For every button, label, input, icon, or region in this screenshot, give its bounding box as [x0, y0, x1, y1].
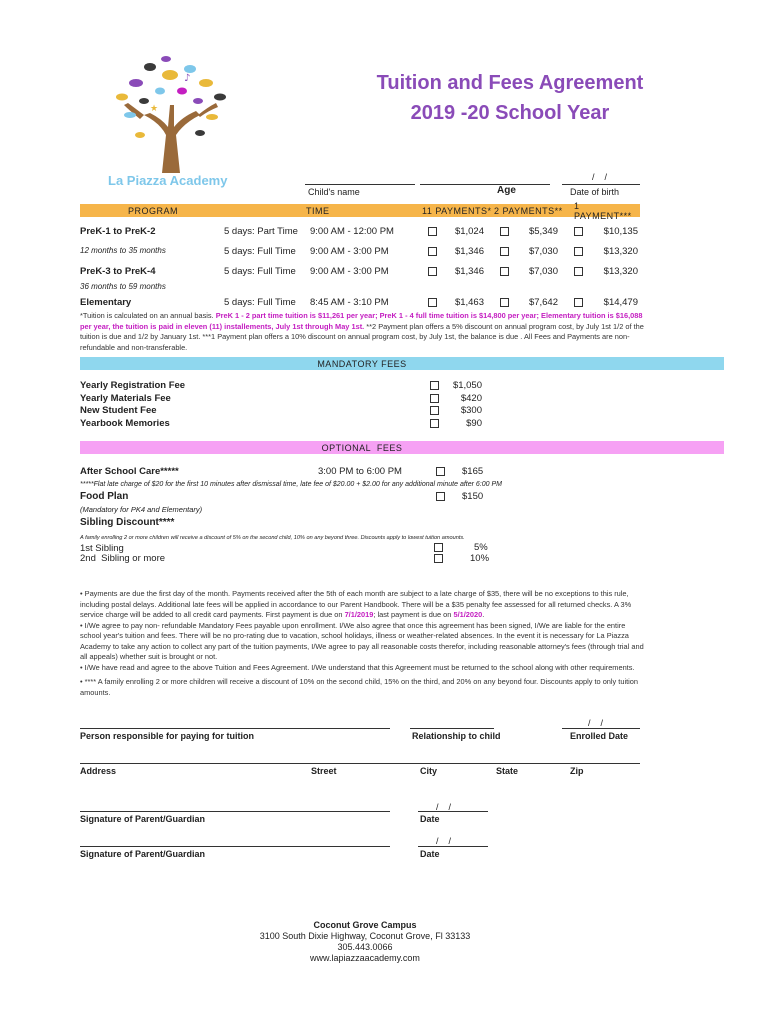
zip-label: Zip — [570, 766, 584, 776]
city-label: City — [420, 766, 438, 776]
logo — [100, 45, 240, 195]
food-plan-label: Food Plan — [80, 491, 129, 502]
fee-amount: $420 — [460, 393, 482, 404]
sibling-2-label: 2nd Sibling or more — [80, 553, 166, 564]
footer-website[interactable]: www.lapiazzaacademy.com — [310, 953, 420, 963]
program-days: 5 days: Part Time — [224, 226, 298, 237]
first-payment-date: 7/1/2019 — [344, 610, 374, 619]
terms-paragraph-4: • **** A family enrolling 2 or more children will receive a discount of 10% on the second child, 15% on the third, and 20% on any beyond four. Discounts apply to only tuition amounts. — [80, 677, 639, 697]
sibling-discount-label: Sibling Discount**** — [80, 517, 175, 528]
program-name: 12 months to 35 months — [80, 246, 166, 255]
food-plan-amount: $150 — [462, 491, 484, 502]
relationship-line[interactable] — [410, 728, 494, 729]
fee-label: Yearbook Memories — [80, 418, 170, 429]
responsible-label: Person responsible for paying for tuition — [80, 731, 255, 741]
checkbox-2-payments[interactable] — [500, 227, 509, 236]
childs-name-label: Child's name — [308, 187, 360, 197]
tree-logo-icon — [100, 45, 240, 175]
program-header-bar — [80, 200, 640, 221]
after-school-checkbox[interactable] — [436, 467, 445, 476]
optional-fees-header: OPTIONAL FEES — [321, 442, 403, 453]
program-days: 5 days: Full Time — [224, 297, 296, 308]
food-plan-note: (Mandatory for PK4 and Elementary) — [80, 505, 203, 514]
street-label: Street — [311, 766, 337, 776]
price-1: $10,135 — [603, 226, 638, 237]
footer — [200, 920, 530, 964]
sibling-1-label: 1st Sibling — [80, 543, 124, 554]
state-label: State — [496, 766, 519, 776]
dob-label: Date of birth — [570, 187, 620, 197]
header-2-payments: 2 PAYMENTS** — [494, 205, 563, 216]
price-11: $1,346 — [454, 266, 484, 277]
tuition-note — [80, 311, 646, 353]
responsible-line[interactable] — [80, 728, 390, 729]
relationship-label: Relationship to child — [412, 731, 501, 741]
price-1: $14,479 — [603, 297, 638, 308]
sibling-2-checkbox[interactable] — [434, 554, 443, 563]
mandatory-fees-header: MANDATORY FEES — [317, 358, 407, 369]
age-label: Age — [497, 185, 516, 196]
terms-p1-text: • Payments are due the first day of the month. Payments received after the 5th of each month are subject to a late charge of $35, there will be no exceptions to this rule, including postal delays. Additional late fees will be applied in accordance to our Parent Handbook. There will be a $35 penalty fee assessed for all returned checks. A 3% service charge will be added to all credit card payments. First payment is due on — [80, 589, 632, 619]
list-item — [80, 393, 500, 405]
checkbox-2-payments[interactable] — [500, 298, 509, 307]
checkbox-11-payments[interactable] — [428, 298, 437, 307]
fee-amount: $90 — [466, 418, 482, 429]
header-1-payment: 1 PAYMENT*** — [574, 200, 632, 221]
dob-placeholder: / / — [592, 172, 608, 182]
header-time: TIME — [306, 205, 330, 216]
header-program: PROGRAM — [128, 205, 179, 216]
after-school-time: 3:00 PM to 6:00 PM — [318, 466, 402, 477]
table-row — [80, 266, 640, 280]
program-time: 9:00 AM - 3:00 PM — [310, 246, 389, 257]
signature-1-label: Signature of Parent/Guardian — [80, 814, 206, 824]
enrolled-date-line[interactable] — [562, 728, 640, 729]
price-2: $7,642 — [528, 297, 558, 308]
food-plan-checkbox[interactable] — [436, 492, 445, 501]
terms-paragraph-3: • I/We have read and agree to the above Tuition and Fees Agreement. I/We understand that this Agreement must be returned to the school along with other requirements. — [80, 662, 635, 672]
address-label: Address — [80, 766, 117, 776]
enrolled-date-label: Enrolled Date — [570, 731, 629, 741]
school-name: La Piazza Academy — [108, 173, 228, 188]
age-range-note: 36 months to 59 months — [80, 282, 166, 291]
checkbox-1-payment[interactable] — [574, 298, 583, 307]
checkbox-2-payments[interactable] — [500, 247, 509, 256]
fee-checkbox[interactable] — [430, 406, 439, 415]
price-2: $5,349 — [528, 226, 558, 237]
date-2-label: Date — [420, 849, 440, 859]
price-1: $13,320 — [603, 266, 638, 277]
checkbox-11-payments[interactable] — [428, 247, 437, 256]
terms-paragraph-2: • I/We agree to pay non- refundable Mandatory Fees payable upon enrollment. I/We also agree that once this agreement has been signed, I/We are liable for the entire school year's tuition and fees. There will be no pro-rating due to vacation, school holidays, illness or weather-related absences. In the event it is necessary for La Piazza Academy to take any action to collect any part of the tuition payments, I/We agree to pay all reasonable costs therefor, including reasonable attorney's fees (through trial and all appeals) whether suit is brought or not. — [80, 620, 644, 661]
after-school-amount: $165 — [462, 466, 484, 477]
tuition-note-part1: *Tuition is calculated on an annual basis. — [80, 311, 216, 320]
price-2: $7,030 — [528, 246, 558, 257]
fee-label: New Student Fee — [80, 405, 157, 416]
program-name: PreK-3 to PreK-4 — [80, 266, 156, 277]
dob-line[interactable] — [562, 184, 640, 185]
svg-text:♪: ♪ — [184, 73, 191, 84]
childs-name-line[interactable] — [305, 184, 415, 185]
date-1-line[interactable] — [418, 811, 488, 812]
program-days: 5 days: Full Time — [224, 246, 296, 257]
signature-2-line[interactable] — [80, 846, 390, 847]
footer-address: 3100 South Dixie Highway, Coconut Grove, Fl 33133 — [259, 931, 471, 941]
header-11-payments: 11 PAYMENTS* — [422, 205, 492, 216]
age-line[interactable] — [420, 184, 550, 185]
list-item — [80, 380, 500, 392]
price-1: $13,320 — [603, 246, 638, 257]
tuition-note-part2: **2 Payment plan offers a 5% discount on annual program cost, by July 1st 1/2 of the tuition is due and 1/2 by January 1st. ***1 Payment plan offers a 10% discount on annual program cost, by July 1st, the balance is due . All Fees and Payments are non-refundable and non-transferable. — [80, 321, 644, 352]
fee-label: Yearly Materials Fee — [80, 393, 171, 404]
fee-label: Yearly Registration Fee — [80, 380, 186, 391]
checkbox-1-payment[interactable] — [574, 247, 583, 256]
program-name: Elementary — [80, 297, 132, 308]
tuition-note-highlight: PreK 1 - 2 part time tuition is $11,261 per year; PreK 1 - 4 full time tuition is $14,800 per year; Elementary tuition is $16,088 per year, the tuition is paid in eleven (11) installements, July 1st through May 1st. — [80, 311, 643, 331]
page-subtitle: 2019 -20 School Year — [410, 102, 610, 124]
table-row — [80, 246, 640, 260]
checkbox-2-payments[interactable] — [500, 267, 509, 276]
checkbox-1-payment[interactable] — [574, 267, 583, 276]
fee-amount: $300 — [460, 405, 482, 416]
enrolled-date-placeholder: / / — [588, 718, 604, 728]
program-rows — [80, 226, 640, 316]
terms-p1-text-b: ; last payment is due on — [373, 610, 454, 619]
last-payment-date: 5/1/2020 — [453, 610, 483, 619]
program-time: 8:45 AM - 3:10 PM — [310, 297, 389, 308]
table-row — [80, 297, 640, 311]
late-fee-note: *****Flat late charge of $20 for the first 10 minutes after dismissal time, late fee of $20.00 + $2.00 for any additional minute after 6:00 PM — [80, 481, 502, 488]
svg-text:★: ★ — [150, 104, 159, 114]
date-2-placeholder: / / — [436, 836, 452, 846]
fee-amount: $1,050 — [452, 380, 482, 391]
address-line[interactable] — [80, 763, 640, 764]
price-11: $1,024 — [454, 226, 484, 237]
terms-p1-text-c: . — [482, 610, 485, 619]
checkbox-11-payments[interactable] — [428, 227, 437, 236]
signature-1-line[interactable] — [80, 811, 390, 812]
price-2: $7,030 — [528, 266, 558, 277]
optional-fees-bar — [80, 441, 724, 454]
date-1-placeholder: / / — [436, 802, 452, 812]
date-2-line[interactable] — [418, 846, 488, 847]
program-name: PreK-1 to PreK-2 — [80, 226, 156, 237]
sibling-2-amount: 10% — [470, 553, 490, 564]
date-1-label: Date — [420, 814, 440, 824]
program-time: 9:00 AM - 3:00 PM — [310, 266, 389, 277]
fee-checkbox[interactable] — [430, 394, 439, 403]
list-item — [80, 418, 500, 430]
after-school-label: After School Care***** — [80, 466, 179, 477]
terms-block — [80, 589, 646, 698]
price-11: $1,346 — [454, 246, 484, 257]
page-title: Tuition and Fees Agreement — [376, 72, 644, 94]
mandatory-fees-bar — [80, 357, 724, 370]
table-row — [80, 226, 640, 240]
footer-campus: Coconut Grove Campus — [313, 920, 417, 930]
fee-checkbox[interactable] — [430, 419, 439, 428]
fee-checkbox[interactable] — [430, 381, 439, 390]
signature-2-label: Signature of Parent/Guardian — [80, 849, 206, 859]
terms-paragraph-1 — [80, 589, 646, 621]
checkbox-11-payments[interactable] — [428, 267, 437, 276]
sibling-1-amount: 5% — [474, 542, 488, 553]
checkbox-1-payment[interactable] — [574, 227, 583, 236]
sibling-discount-note: A family enrolling 2 or more children will receive a discount of 5% on the second child, 10% on any beyond three. Discounts apply to lowest tuition amounts. — [80, 535, 465, 541]
footer-phone: 305.443.0066 — [337, 942, 393, 952]
program-time: 9:00 AM - 12:00 PM — [310, 226, 394, 237]
price-11: $1,463 — [454, 297, 484, 308]
program-days: 5 days: Full Time — [224, 266, 296, 277]
sibling-1-checkbox[interactable] — [434, 543, 443, 552]
list-item — [80, 405, 500, 417]
